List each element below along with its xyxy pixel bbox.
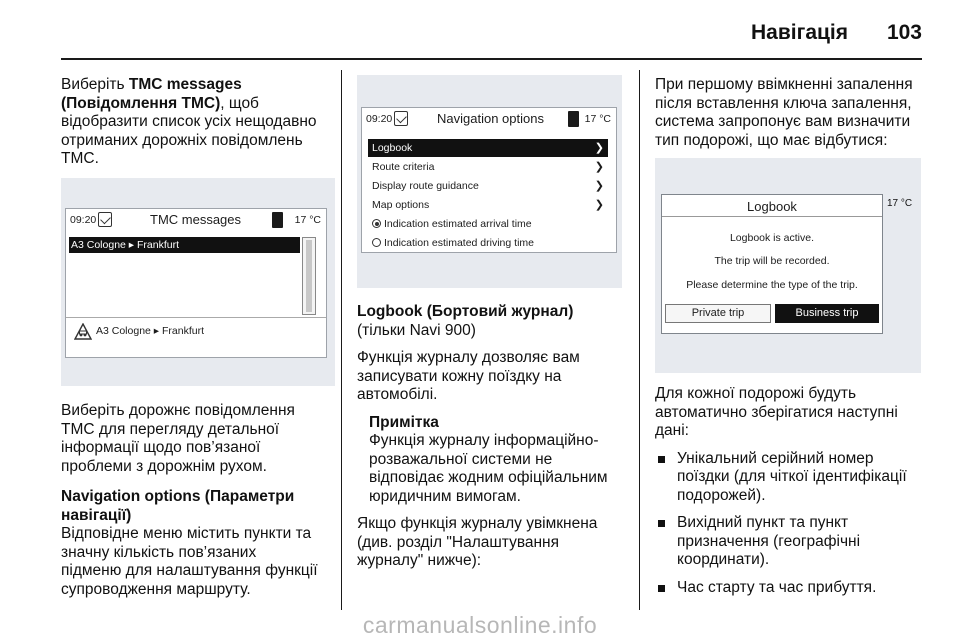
radio-unselected-icon	[372, 238, 381, 247]
menu-item-route-criteria[interactable]: Route criteria ❯	[368, 158, 608, 176]
checkbox-icon	[394, 111, 408, 126]
navigation-options-screenshot	[357, 75, 622, 288]
chevron-right-icon: ❯	[594, 161, 604, 173]
tmc-screenshot	[61, 178, 335, 386]
bullet-item-times: Час старту та час прибуття.	[655, 579, 930, 598]
note-box: Примітка Функція журналу інформаційно- розважальної системи не відповідає жодним офіційальним юридичним вимогам.	[369, 414, 632, 507]
tmc-messages-term-ua: (Повідомлення TMC)	[61, 94, 221, 112]
checkbox-icon	[98, 212, 112, 227]
paragraph-saved-data: Для кожної подорожі будуть автоматично зберігатися наступні дані:	[655, 385, 898, 439]
column-1	[61, 76, 336, 178]
column-divider-1	[341, 70, 342, 610]
page-header	[0, 0, 960, 60]
temperature: 17 °C	[887, 198, 913, 209]
clock: 09:20	[366, 113, 393, 125]
column-1-lower	[61, 402, 336, 608]
dialog-line-1: Logbook is active.	[729, 232, 815, 244]
dialog-title: Logbook	[747, 199, 797, 214]
screen-title: TMC messages	[150, 212, 242, 227]
clock: 09:20	[70, 214, 97, 226]
page-number: 103	[886, 21, 922, 44]
traffic-warning-icon	[74, 323, 92, 341]
tmc-detail-item[interactable]: A3 Cologne ▸ Frankfurt	[96, 325, 204, 337]
heading-logbook: Logbook (Бортовий журнал)	[357, 303, 574, 320]
watermark: carmanualsonline.info	[362, 612, 598, 638]
chevron-right-icon: ❯	[594, 180, 604, 192]
paragraph-first-ignition: При першому ввімкненні запалення після вставлення ключа запалення, система запропонує вам визначити тип подорожі, що має відбутися:	[655, 76, 913, 149]
bullet-item-coordinates: Вихідний пункт та пункт призначення (географічні координати).	[655, 514, 930, 570]
dialog-line-2: The trip will be recorded.	[714, 255, 830, 267]
logbook-availability: (тільки Navi 900)	[357, 321, 476, 339]
phone-icon	[568, 111, 579, 127]
tmc-screen	[65, 208, 327, 358]
status-bar	[66, 209, 326, 231]
column-3	[655, 76, 930, 159]
private-trip-button[interactable]: Private trip	[665, 304, 771, 323]
heading-navigation-options: Navigation options (Параметри навігації)	[61, 488, 295, 524]
temperature: 17 °C	[584, 113, 611, 125]
paragraph-tmc-select: Виберіть TMC messages (Повідомлення TMC), щоб відобразити список усіх нещодавно отриманих дорожніх повідомлень TMC.	[61, 76, 317, 167]
menu-item-display-route-guidance[interactable]: Display route guidance ❯	[368, 177, 608, 195]
dialog-line-3: Please determine the type of the trip.	[686, 279, 858, 291]
section-title: Навігація	[750, 21, 848, 44]
bullet-item-serial: Унікальний серійний номер поїздки (для чіткої ідентифікації подорожей).	[655, 450, 930, 506]
radio-driving-time[interactable]: Indication estimated driving time	[368, 234, 608, 252]
divider	[66, 317, 326, 318]
status-bar	[362, 108, 616, 130]
phone-icon	[272, 212, 283, 228]
chevron-right-icon: ❯	[594, 142, 604, 154]
logbook-screenshot	[655, 158, 921, 373]
radio-selected-icon	[372, 219, 381, 228]
tmc-messages-term: TMC messages	[128, 76, 242, 93]
scrollbar-thumb[interactable]	[306, 240, 312, 312]
navigation-options-screen	[361, 107, 617, 253]
temperature: 17 °C	[294, 214, 321, 226]
logbook-dialog	[661, 194, 883, 334]
column-3-lower	[655, 385, 930, 606]
chevron-right-icon: ❯	[594, 199, 604, 211]
menu-item-logbook[interactable]: Logbook ❯	[368, 139, 608, 157]
dialog-divider	[662, 216, 882, 217]
paragraph-logbook: Функція журналу дозволяє вам записувати кожну поїздку на автомобілі.	[357, 349, 580, 403]
column-2	[357, 303, 632, 580]
radio-arrival-time[interactable]: Indication estimated arrival time	[368, 215, 608, 233]
tmc-list-item-selected[interactable]: A3 Cologne ▸ Frankfurt	[69, 237, 300, 253]
column-divider-2	[639, 70, 640, 610]
paragraph-select-message: Виберіть дорожнє повідомлення TMC для перегляду детальної інформації щодо пов’язаної проблеми з дорожнім рухом.	[61, 402, 295, 475]
paragraph-logbook-enabled: Якщо функція журналу увімкнена (див. розділ "Налаштування журналу" нижче):	[357, 515, 598, 569]
business-trip-button[interactable]: Business trip	[775, 304, 879, 323]
note-title: Примітка	[369, 413, 439, 431]
scrollbar[interactable]	[302, 237, 316, 315]
header-divider	[61, 58, 922, 60]
menu-item-map-options[interactable]: Map options ❯	[368, 196, 608, 214]
screen-title: Navigation options	[437, 111, 544, 126]
paragraph-navigation-options: Відповідне меню містить пункти та значну кількість пов’язаних підменю для налаштування функції супроводження маршруту.	[61, 525, 318, 598]
